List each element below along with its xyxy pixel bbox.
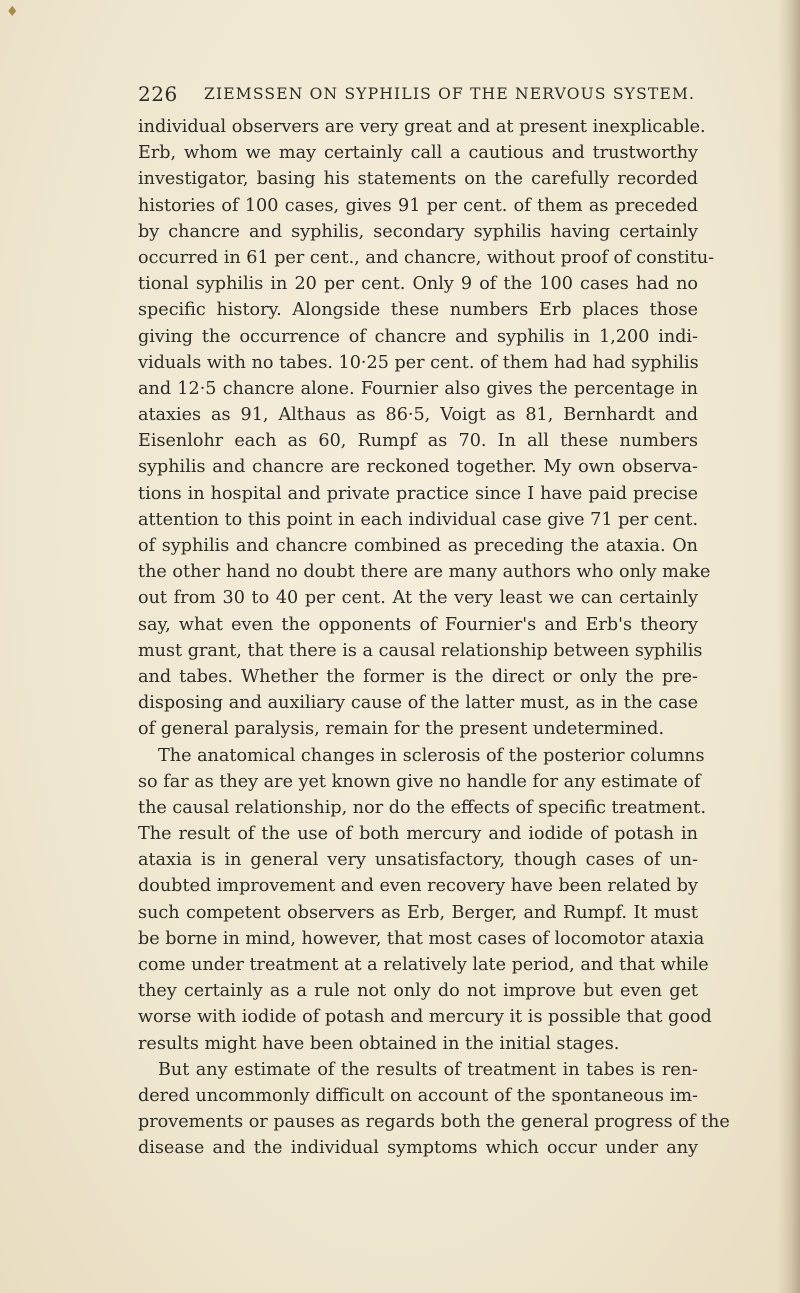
running-head: ZIEMSSEN ON SYPHILIS OF THE NERVOUS SYSTEM.	[204, 85, 696, 103]
text-line: occurred in 61 per cent., and chancre, without proof of constitu-	[138, 247, 715, 268]
text-line: disposing and auxiliary cause of the latter must, as in the case	[138, 693, 698, 714]
text-line: specific history. Alongside these numbers Erb places those	[138, 300, 698, 321]
text-line: doubted improvement and even recovery have been related by	[138, 876, 698, 897]
text-line: individual observers are very great and at present inexplicable.	[138, 117, 706, 137]
text-line: they certainly as a rule not only do not improve but even get	[138, 981, 698, 1002]
text-line: such competent observers as Erb, Berger, and Rumpf. It must	[138, 902, 698, 923]
text-line: the other hand no doubt there are many authors who only make	[138, 562, 711, 583]
body-text	[138, 114, 730, 1162]
text-line: The anatomical changes in sclerosis of the posterior columns	[158, 745, 705, 766]
text-line: viduals with no tabes. 10·25 per cent. of them had had syphilis	[138, 352, 699, 373]
text-line: say, what even the opponents of Fournier's and Erb's theory	[138, 614, 698, 635]
text-line: attention to this point in each individual case give 71 per cent.	[138, 509, 699, 530]
page-header	[138, 82, 698, 112]
text-line: giving the occurrence of chancre and syphilis in 1,200 indi-	[138, 326, 698, 347]
text-line: histories of 100 cases, gives 91 per cent. of them as preceded	[138, 195, 698, 216]
text-line: come under treatment at a relatively late period, and that while	[138, 955, 709, 975]
text-line: so far as they are yet known give no handle for any estimate of	[138, 771, 701, 792]
text-line: tions in hospital and private practice since I have paid precise	[138, 483, 698, 504]
page-edge-shadow	[778, 0, 800, 1293]
text-line: syphilis and chancre are reckoned together. My own observa-	[138, 457, 698, 478]
text-line: worse with iodide of potash and mercury it is possible that good	[138, 1007, 712, 1028]
text-line: ataxia is in general very unsatisfactory, though cases of un-	[138, 850, 698, 871]
text-line: provements or pauses as regards both the general progress of the	[138, 1112, 730, 1133]
text-line: be borne in mind, however, that most cases of locomotor ataxia	[138, 928, 705, 949]
text-line: The result of the use of both mercury and iodide of potash in	[138, 824, 698, 845]
text-line: the causal relationship, nor do the effects of specific treatment.	[138, 797, 707, 818]
text-line: dered uncommonly difficult on account of the spontaneous im-	[138, 1085, 698, 1106]
text-line: must grant, that there is a causal relationship between syphilis	[138, 640, 703, 661]
text-line: out from 30 to 40 per cent. At the very least we can certainly	[138, 588, 698, 609]
corner-mark: ♦	[6, 4, 19, 20]
text-line: disease and the individual symptoms which occur under any	[138, 1138, 698, 1159]
text-line: investigator, basing his statements on the carefully recorded	[138, 169, 698, 190]
text-line: Eisenlohr each as 60, Rumpf as 70. In all these numbers	[138, 431, 698, 452]
page-number: 226	[138, 82, 178, 106]
text-line: But any estimate of the results of treatment in tabes is ren-	[158, 1059, 698, 1080]
text-line: ataxies as 91, Althaus as 86·5, Voigt as 81, Bernhardt and	[138, 405, 698, 426]
text-line: and tabes. Whether the former is the direct or only the pre-	[138, 666, 698, 687]
text-line: by chancre and syphilis, secondary syphilis having certainly	[138, 221, 698, 242]
text-line: of general paralysis, remain for the present undetermined.	[138, 719, 665, 740]
text-line: tional syphilis in 20 per cent. Only 9 of the 100 cases had no	[138, 274, 698, 295]
text-line: results might have been obtained in the initial stages.	[138, 1033, 620, 1054]
text-line: and 12·5 chancre alone. Fournier also gives the percentage in	[138, 378, 698, 399]
text-line: of syphilis and chancre combined as preceding the ataxia. On	[138, 536, 698, 556]
text-line: Erb, whom we may certainly call a cautious and trustworthy	[138, 143, 698, 164]
